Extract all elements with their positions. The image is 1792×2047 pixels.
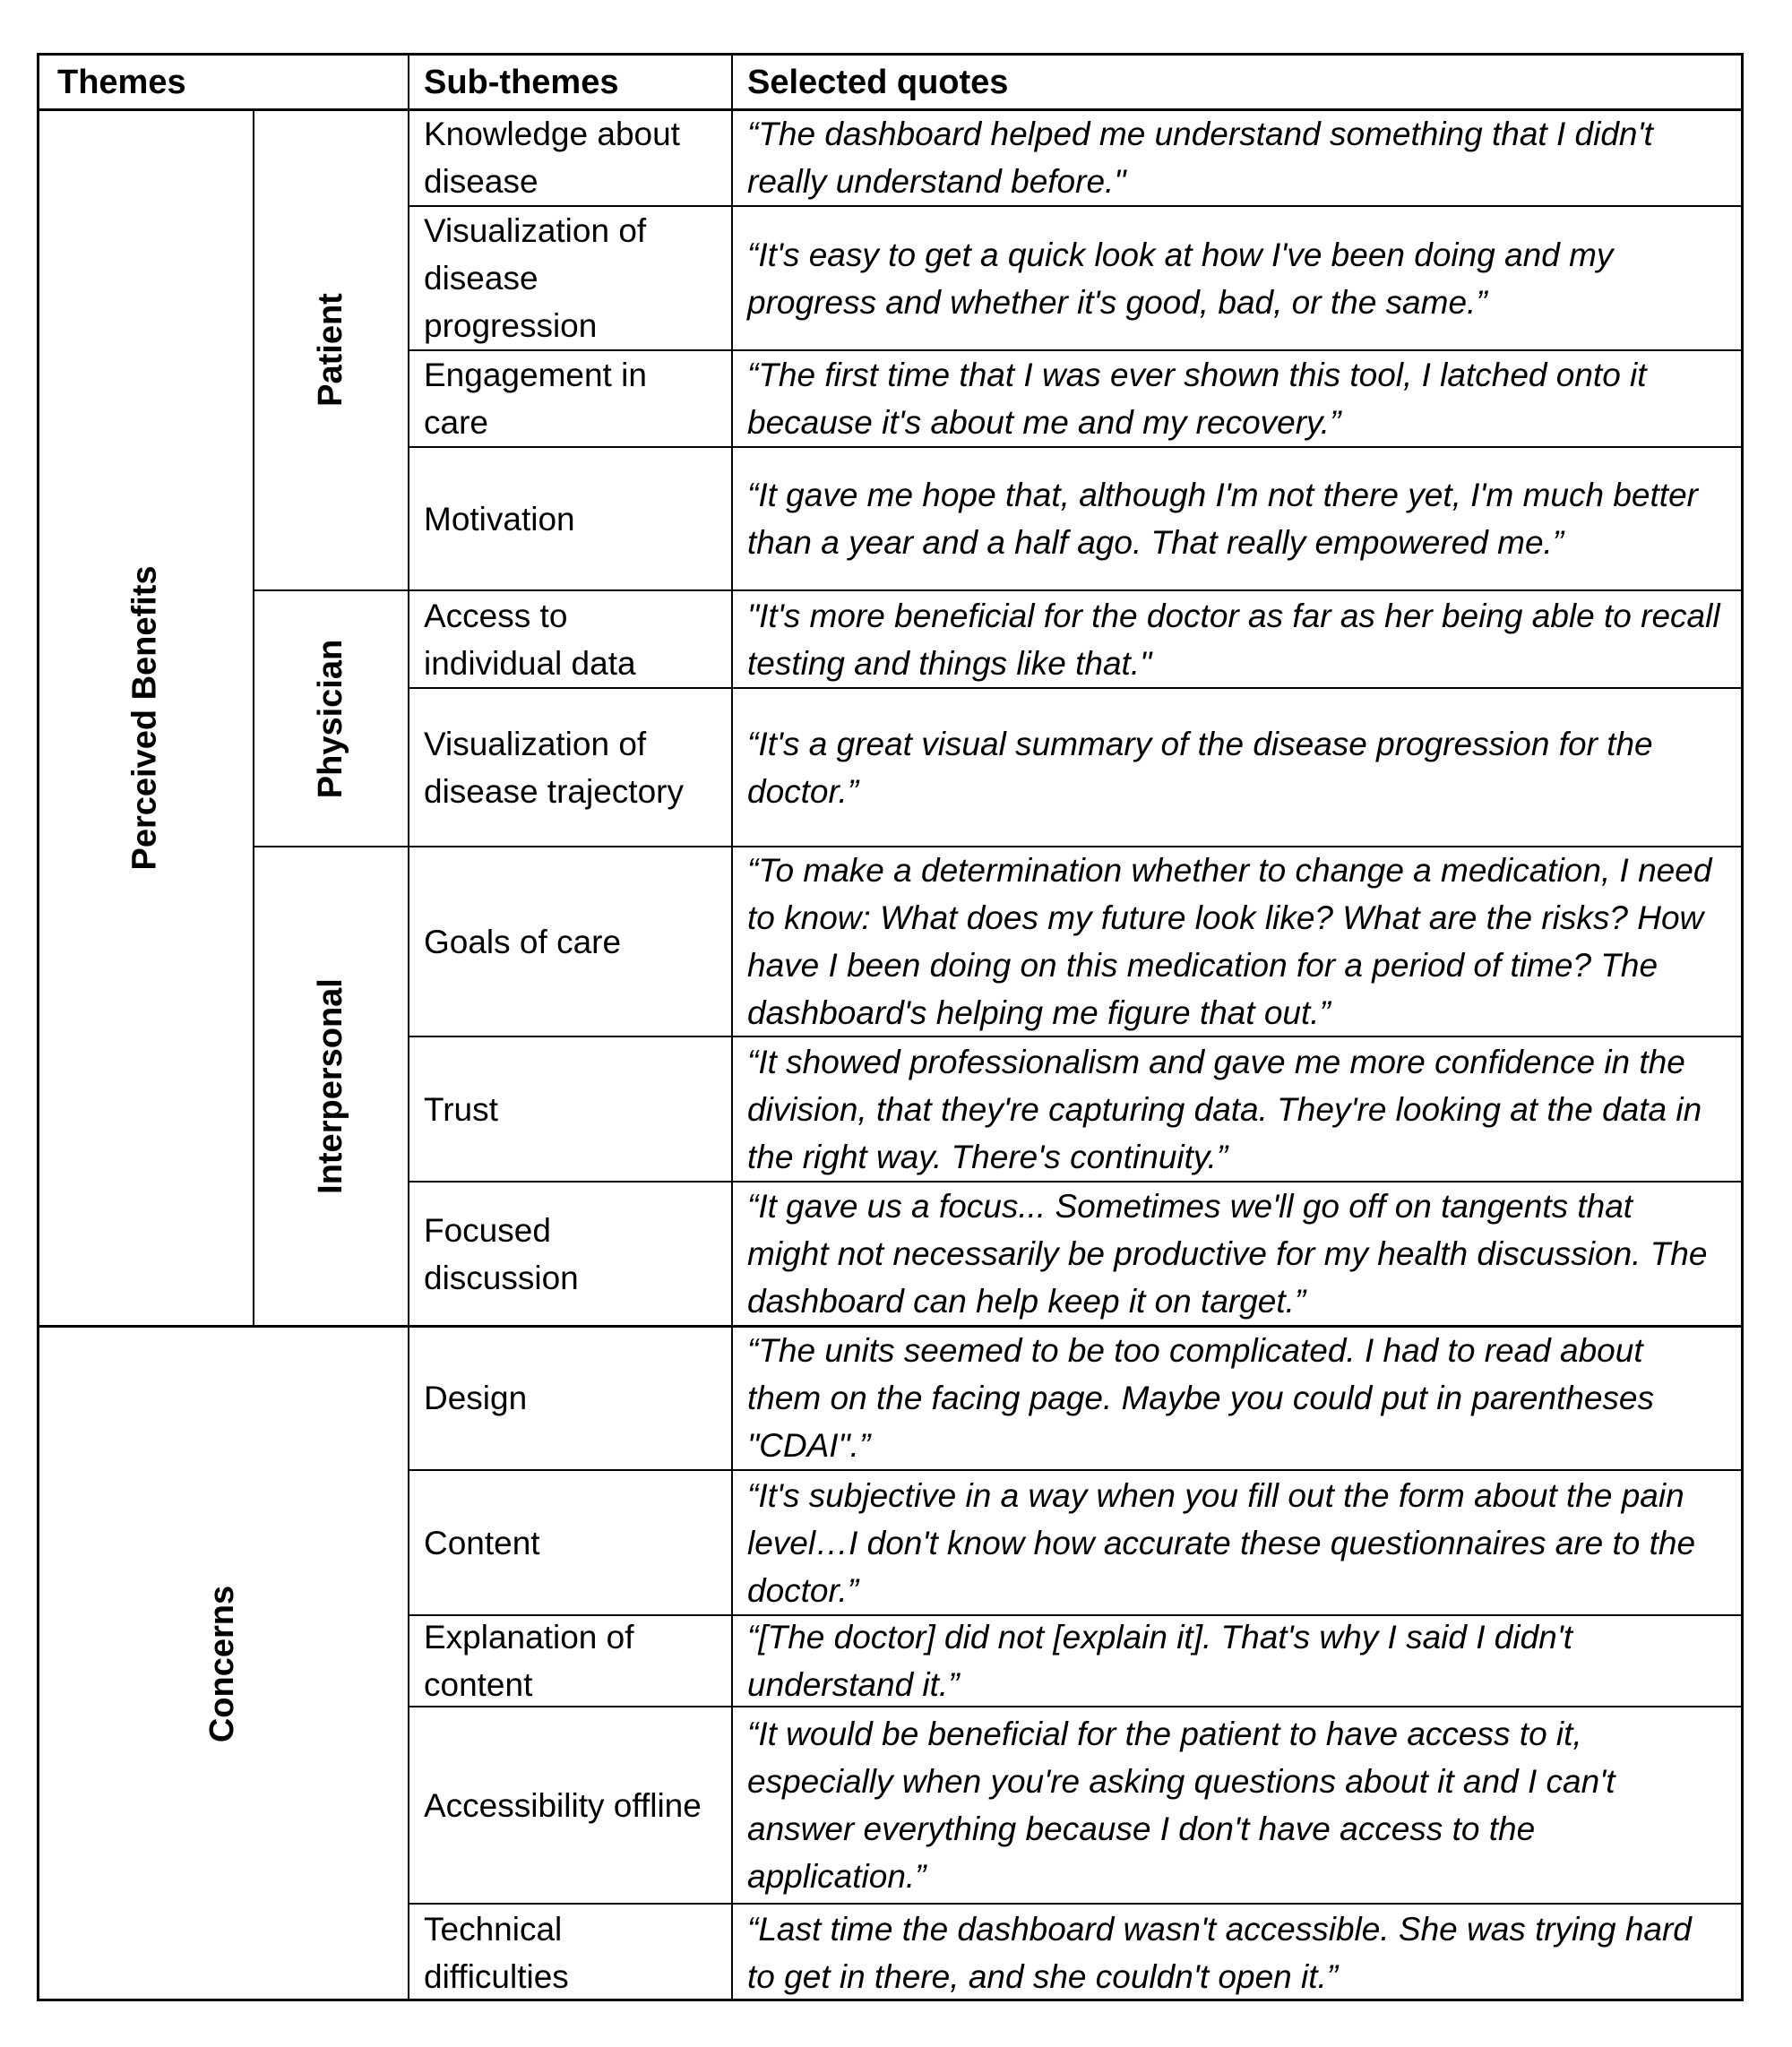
- quote-cell: “The dashboard helped me understand something that I didn't really understand before.": [747, 116, 1653, 200]
- group-interpersonal: [254, 847, 408, 1326]
- quote-cell: “It would be beneficial for the patient to have access to it, especially when you're asking questions about it and I can't answer everything because I don't have access to the application.”: [747, 1716, 1615, 1895]
- sub-theme-cell: Goals of care: [424, 923, 622, 960]
- sub-theme-cell: Design: [424, 1380, 528, 1416]
- quote-cell: “[The doctor] did not [explain it]. That's why I said I didn't understand it.”: [747, 1619, 1573, 1703]
- quote-cell: “The units seemed to be too complicated. I had to read about them on the facing page. Maybe you could put in parentheses "CDAI".”: [747, 1332, 1655, 1464]
- header-sub-themes: Sub-themes: [424, 63, 619, 101]
- sub-theme-cell: Content: [424, 1524, 540, 1561]
- quote-cell: "It's more beneficial for the doctor as far as her being able to recall testing and things like that.": [747, 597, 1720, 682]
- group-physician: [254, 590, 408, 847]
- group-patient: [254, 109, 408, 590]
- sub-theme-cell: Accessibility offline: [424, 1786, 702, 1824]
- group-label: Physician: [312, 639, 350, 798]
- theme-label: Concerns: [203, 1585, 242, 1742]
- theme-perceived-benefits: [39, 109, 253, 1326]
- header-themes: Themes: [57, 63, 186, 101]
- theme-concerns: [39, 1326, 408, 2001]
- quote-cell: “Last time the dashboard wasn't accessible. She was trying hard to get in there, and she couldn't open it.”: [747, 1910, 1692, 1995]
- quote-cell: “It showed professionalism and gave me more confidence in the division, that they're capturing data. They're looking at the data in the right way. There's continuity.”: [747, 1043, 1702, 1175]
- quote-cell: “The first time that I was ever shown this tool, I latched onto it because it's about me and my recovery.”: [747, 357, 1647, 441]
- quote-cell: “It's a great visual summary of the disease progression for the doctor.”: [747, 725, 1653, 810]
- quote-cell: “It's easy to get a quick look at how I've been doing and my progress and whether it's good, bad, or the same.”: [747, 236, 1614, 321]
- sub-theme-cell: Motivation: [424, 500, 575, 538]
- quote-cell: “To make a determination whether to change a medication, I need to know: What does my future look like? What are the risks? How have I been doing on this medication for a period of time? The dashboard's helping me figure that out.”: [747, 852, 1712, 1031]
- quote-cell: “It's subjective in a way when you fill out the form about the pain level…I don't know how accurate these questionnaires are to the doctor.”: [747, 1476, 1696, 1609]
- sub-theme-cell: Access to individual data: [424, 597, 636, 682]
- group-label: Patient: [311, 293, 349, 407]
- header-selected-quotes: Selected quotes: [747, 63, 1009, 101]
- quote-cell: “It gave me hope that, although I'm not there yet, I'm much better than a year and a half ago. That really empowered me.”: [747, 477, 1698, 561]
- theme-label: Perceived Benefits: [126, 564, 164, 871]
- sub-theme-cell: Trust: [424, 1090, 498, 1128]
- group-label: Interpersonal: [312, 978, 350, 1194]
- sub-theme-cell: Technical difficulties: [424, 1910, 569, 1995]
- sub-theme-cell: Visualization of disease progression: [424, 212, 647, 344]
- quote-cell: “It gave us a focus... Sometimes we'll go off on tangents that might not necessarily be productive for my health discussion. The dashboard can help keep it on target.”: [747, 1188, 1708, 1320]
- sub-theme-cell: Knowledge about disease: [424, 116, 680, 200]
- sub-theme-cell: Explanation of content: [424, 1619, 634, 1703]
- sub-theme-cell: Visualization of disease trajectory: [424, 725, 684, 810]
- sub-theme-cell: Focused discussion: [424, 1211, 579, 1296]
- sub-theme-cell: Engagement in care: [424, 357, 647, 441]
